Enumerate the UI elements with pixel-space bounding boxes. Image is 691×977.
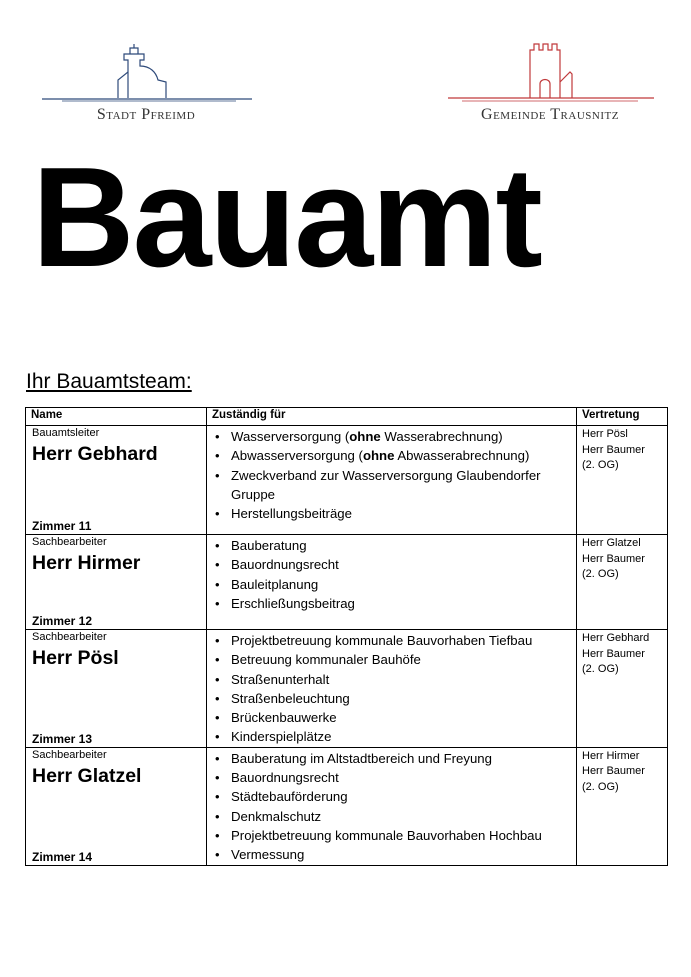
responsibility-item: • Denkmalschutz xyxy=(213,807,572,826)
responsibilities-cell xyxy=(207,535,577,630)
role-label: Bauamtsleiter xyxy=(32,427,100,439)
representative-line: Herr Baumer xyxy=(582,647,645,660)
representative-line: (2. OG) xyxy=(582,780,619,793)
representative-line: Herr Baumer xyxy=(582,443,645,456)
castle-tower-icon xyxy=(26,28,266,108)
responsibility-item: • Brückenbauwerke xyxy=(213,708,572,727)
responsibilities-cell xyxy=(207,630,577,748)
table-header-row xyxy=(26,408,668,426)
team-heading: Ihr Bauamtsteam: xyxy=(26,370,192,393)
person-name: Herr Gebhard xyxy=(32,443,158,465)
responsibility-item: • Bauordnungsrecht xyxy=(213,768,572,787)
responsibility-list xyxy=(213,631,572,747)
page-title: Bauamt xyxy=(32,138,541,297)
representation-cell xyxy=(577,535,668,630)
table-row xyxy=(26,535,668,630)
responsibility-list xyxy=(213,536,572,613)
room-label: Zimmer 14 xyxy=(32,849,93,864)
responsibility-item: • Zweckverband zur Wasserversorgung Glaubendorfer Gruppe xyxy=(213,466,572,505)
header-name: Name xyxy=(26,408,207,426)
team-table xyxy=(25,407,668,866)
representative-line: Herr Pösl xyxy=(582,428,628,440)
responsibility-item: • Straßenunterhalt xyxy=(213,670,572,689)
representative-line: Herr Gebhard xyxy=(582,632,650,644)
name-cell xyxy=(26,426,207,535)
room-label: Zimmer 13 xyxy=(32,731,93,746)
responsibility-list xyxy=(213,427,572,523)
representative-line: Herr Baumer xyxy=(582,765,645,778)
header-representative: Vertretung xyxy=(577,408,668,426)
representative-line: (2. OG) xyxy=(582,459,619,471)
responsibility-item: • Kinderspielplätze xyxy=(213,727,572,746)
responsibilities-cell xyxy=(207,747,577,865)
representative-line: (2. OG) xyxy=(582,568,619,580)
responsibility-item: • Bauberatung im Altstadtbereich und Freyung xyxy=(213,749,572,768)
responsibility-item: • Straßenbeleuchtung xyxy=(213,689,572,708)
responsibility-item: • Herstellungsbeiträge xyxy=(213,504,572,523)
name-cell xyxy=(26,747,207,865)
role-label: Sachbearbeiter xyxy=(32,631,107,643)
person-name: Herr Pösl xyxy=(32,647,119,669)
logo-stadt-pfreimd xyxy=(26,28,266,138)
header-responsible: Zuständig für xyxy=(207,408,577,426)
table-row xyxy=(26,426,668,535)
responsibility-item: • Städtebauförderung xyxy=(213,787,572,806)
logo-right-text: Gemeinde Trausnitz xyxy=(481,106,619,123)
name-cell xyxy=(26,535,207,630)
responsibility-item: • Bauberatung xyxy=(213,536,572,555)
logo-left-text: Stadt Pfreimd xyxy=(96,106,196,123)
responsibilities-cell xyxy=(207,426,577,535)
person-name: Herr Hirmer xyxy=(32,552,141,574)
table-row xyxy=(26,630,668,748)
representative-line: Herr Hirmer xyxy=(582,749,640,762)
responsibility-item: • Projektbetreuung kommunale Bauvorhaben Hochbau xyxy=(213,826,572,845)
representation-cell xyxy=(577,630,668,748)
responsibility-item: • Bauleitplanung xyxy=(213,575,572,594)
responsibility-item: • Erschließungsbeitrag xyxy=(213,594,572,613)
representation-cell xyxy=(577,426,668,535)
responsibility-item: • Projektbetreuung kommunale Bauvorhaben Tiefbau xyxy=(213,631,572,650)
responsibility-item: • Vermessung xyxy=(213,845,572,864)
responsibility-item: • Abwasserversorgung (ohne Abwasserabrechnung) xyxy=(213,446,572,465)
role-label: Sachbearbeiter xyxy=(32,536,107,548)
representative-line: (2. OG) xyxy=(582,663,619,675)
room-label: Zimmer 11 xyxy=(32,519,92,533)
responsibility-item: • Bauordnungsrecht xyxy=(213,555,572,574)
responsibility-item: • Betreuung kommunaler Bauhöfe xyxy=(213,650,572,669)
responsibility-item: • Wasserversorgung (ohne Wasserabrechnung) xyxy=(213,427,572,446)
room-label: Zimmer 12 xyxy=(32,614,93,628)
name-cell xyxy=(26,630,207,748)
person-name: Herr Glatzel xyxy=(32,764,142,787)
representative-line: Herr Baumer xyxy=(582,552,645,565)
logo-gemeinde-trausnitz xyxy=(432,28,668,138)
castle-tower-icon xyxy=(432,28,668,108)
role-label: Sachbearbeiter xyxy=(32,748,107,761)
responsibility-list xyxy=(213,749,572,865)
table-row xyxy=(26,747,668,865)
representation-cell xyxy=(577,747,668,865)
representative-line: Herr Glatzel xyxy=(582,537,641,549)
